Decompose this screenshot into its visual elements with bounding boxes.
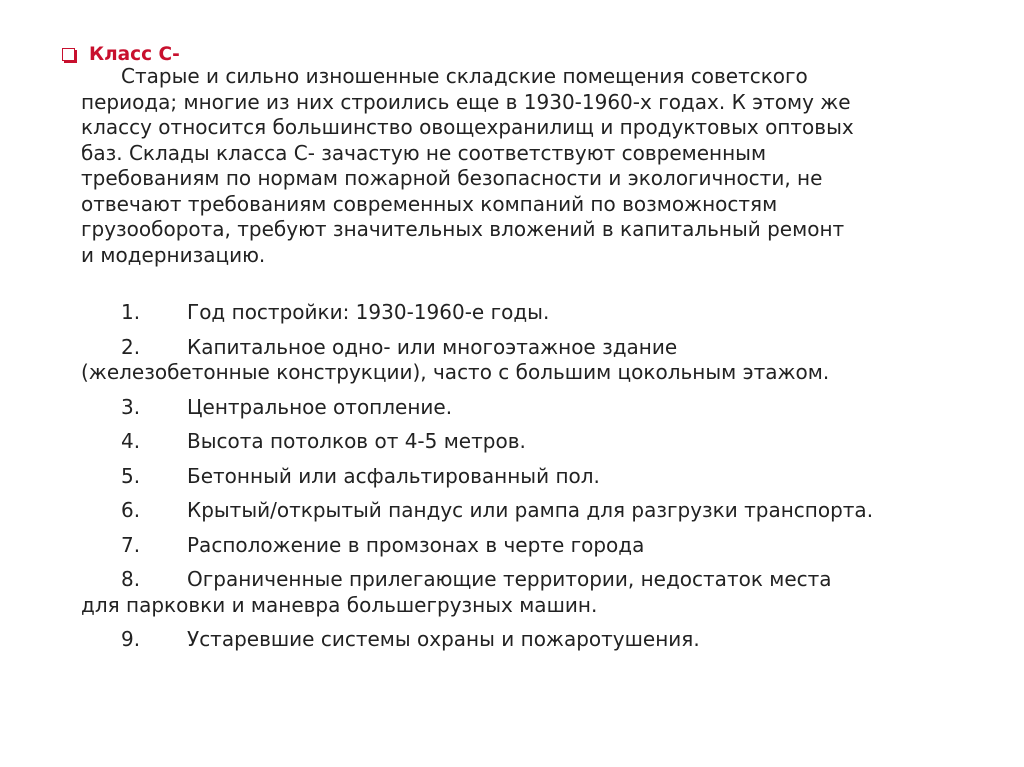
list-item (81, 429, 981, 455)
description-paragraph (81, 64, 971, 268)
list-item (81, 464, 981, 490)
paragraph-line: периода; многие из них строились еще в 1930-1960-х годах. К этому же (81, 89, 851, 114)
list-item-line (81, 533, 981, 559)
list-item-text: Высота потолков от 4-5 метров. (187, 429, 526, 453)
checkbox-bullet-icon (62, 48, 75, 61)
list-item (81, 300, 981, 326)
list-item-number: 4. (121, 429, 141, 453)
list-item-number: 6. (121, 498, 141, 522)
paragraph-line: баз. Склады класса С- зачастую не соответствуют современным (81, 140, 767, 165)
list-item-text: Устаревшие системы охраны и пожаротушения. (187, 627, 700, 651)
list-item-line (81, 498, 981, 524)
list-item-number: 1. (121, 300, 141, 324)
list-item-number: 3. (121, 394, 141, 419)
feature-list (81, 300, 981, 662)
list-item-line (81, 395, 981, 421)
list-item-line (81, 429, 981, 455)
paragraph-line: грузооборота, требуют значительных вложений в капитальный ремонт (81, 217, 845, 241)
list-item-continuation: (железобетонные конструкции), часто с большим цокольным этажом. (81, 360, 830, 384)
list-item-line (81, 567, 981, 593)
list-item-number: 9. (121, 627, 141, 651)
heading-text: Класс С- (89, 43, 180, 65)
list-item-number: 8. (121, 567, 141, 591)
paragraph-line: отвечают требованиям современных компаний по возможностям (81, 191, 778, 216)
list-item (81, 627, 981, 653)
list-item (81, 567, 981, 618)
list-item-text: Ограниченные прилегающие территории, недостаток места (187, 567, 832, 591)
list-item-line (81, 300, 981, 326)
list-item-text: Расположение в промзонах в черте города (187, 532, 645, 557)
list-item-text: Центральное отопление. (187, 394, 453, 419)
list-item-text: Год постройки: 1930-1960-е годы. (187, 300, 550, 324)
list-item-line (81, 335, 981, 361)
list-item (81, 395, 981, 421)
paragraph-line: Старые и сильно изношенные складские помещения советского (121, 64, 808, 88)
list-item (81, 533, 981, 559)
list-item-line (81, 464, 981, 490)
list-item (81, 498, 981, 524)
paragraph-line: и модернизацию. (81, 242, 266, 267)
list-item-continuation: для парковки и маневра большегрузных машин. (81, 592, 598, 617)
list-item-number: 7. (121, 532, 141, 557)
list-item-number: 2. (121, 334, 141, 359)
paragraph-line: классу относится большинство овощехранилищ и продуктовых оптовых (81, 115, 854, 139)
list-item-text: Бетонный или асфальтированный пол. (187, 463, 600, 488)
list-item-text: Капитальное одно- или многоэтажное здание (187, 334, 678, 359)
paragraph-line: требованиям по нормам пожарной безопасности и экологичности, не (81, 166, 823, 190)
list-item-number: 5. (121, 463, 141, 488)
list-item-line (81, 627, 981, 653)
list-item (81, 335, 981, 386)
list-item-text: Крытый/открытый пандус или рампа для разгрузки транспорта. (187, 498, 874, 522)
